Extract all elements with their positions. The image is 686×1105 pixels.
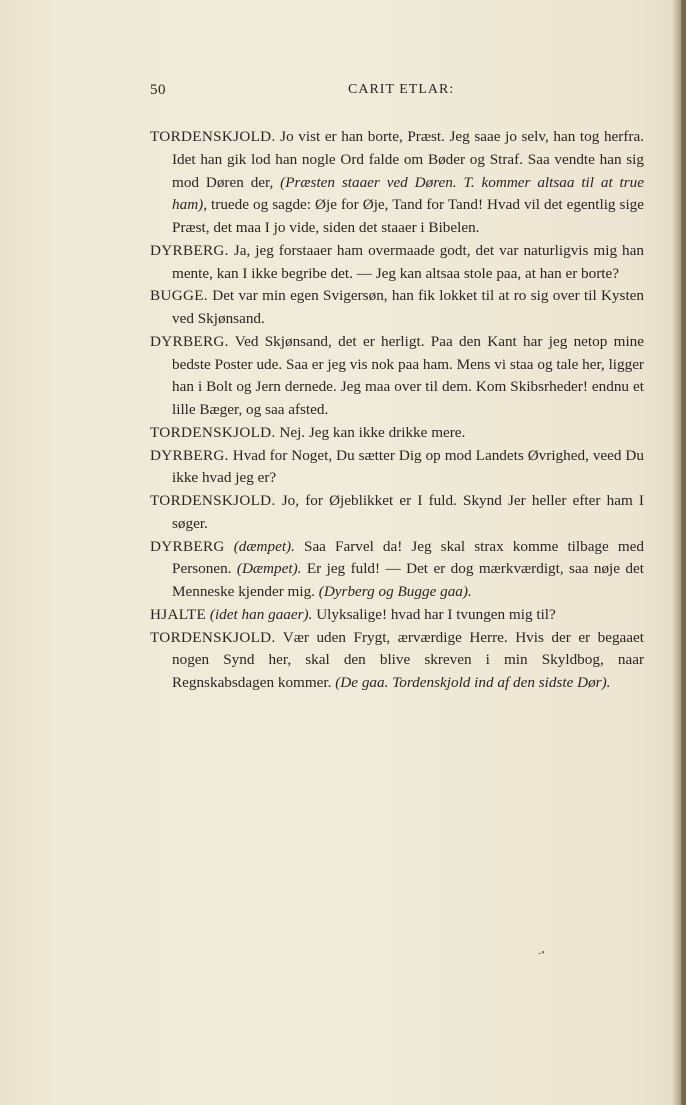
speech-text: Jo, for Øjeblikket er I fuld. Skynd Jer heller efter ham I søger. (172, 492, 644, 532)
speech-text: Ja, jeg forstaaer ham overmaade godt, det var naturligvis mig han mente, kan I ikke begribe det. — Jeg kan altsaa stole paa, at han er borte? (172, 241, 644, 282)
speaker-name: TORDENSKJOLD. (150, 492, 276, 509)
speech (150, 240, 644, 286)
running-head: CARIT ETLAR: (348, 82, 455, 97)
speech-text (225, 538, 234, 555)
speaker-name: TORDENSKJOLD. (150, 628, 276, 646)
speech-text: Ulyksalige! hvad har I tvungen mig til? (312, 605, 556, 623)
stage-direction: (Præsten staaer ved Døren. T. kommer altsaa til at true ham), (172, 173, 645, 214)
speaker-name: TORDENSKJOLD. (150, 128, 276, 145)
stage-direction: (De gaa. Tordenskjold ind af den sidste Dør). (335, 674, 611, 691)
speech (150, 422, 644, 445)
speech (150, 627, 644, 695)
speaker-name: DYRBERG. (150, 241, 229, 259)
speaker-name: BUGGE. (150, 287, 208, 305)
stage-direction: (Dæmpet). (236, 560, 302, 578)
speech-text: truede og sagde: Øje for Øje, Tand for Tand! Hvad vil det egentlig sige Præst, det maa I jo vide, siden det staaer i Bibelen. (172, 196, 644, 236)
play-text (150, 126, 644, 695)
speaker-name: TORDENSKJOLD. (150, 423, 276, 441)
speech (150, 445, 644, 491)
page-edge (681, 0, 686, 1105)
speaker-name: DYRBERG. (150, 332, 229, 350)
speaker-name: DYRBERG. (150, 446, 229, 464)
stage-direction: (dæmpet). (233, 537, 295, 555)
stage-direction: (idet han gaaer). (209, 605, 313, 623)
speech (150, 285, 644, 331)
speech (150, 126, 644, 240)
speaker-name: HJALTE (150, 605, 207, 623)
footer-mark: -• (538, 948, 545, 959)
speech-text: Ved Skjønsand, det er herligt. Paa den Kant har jeg netop mine bedste Poster ude. Saa er jeg vis nok paa ham. Mens vi staa og tale her, ligger han i Bolt og Jern dernede. Jeg maa over til dem. Kom Skibsrheder! endnu et lille Bæger, og saa afsted. (172, 332, 644, 418)
page-number: 50 (150, 82, 166, 98)
speaker-name: DYRBERG (150, 537, 225, 555)
speech (150, 490, 644, 536)
speech-text: Er jeg fuld! — Det er dog mærkværdigt, saa nøje det Menneske kjender mig. (172, 560, 644, 600)
speech-text: Vær uden Frygt, ærværdige Herre. Hvis der er begaaet nogen Synd her, skal den blive skreven i min Skyldbog, naar Regnskabsdagen kommer. (172, 628, 644, 691)
speech (150, 331, 644, 422)
speech-text: Jo vist er han borte, Præst. Jeg saae jo selv, han tog herfra. Idet han gik lod han nogle Ord falde om Bøder og Straf. Saa vendte han sig mod Døren der, (172, 128, 644, 191)
speech-text: Nej. Jeg kan ikke drikke mere. (275, 423, 466, 441)
stage-direction: (Dyrberg og Bugge gaa). (318, 583, 472, 600)
speech-text: Hvad for Noget, Du sætter Dig op mod Landets Øvrighed, veed Du ikke hvad jeg er? (172, 446, 644, 487)
speech-text: Det var min egen Svigersøn, han fik lokket til at ro sig over til Kysten ved Skjønsand. (172, 287, 644, 327)
speech (150, 604, 644, 627)
speech (150, 536, 644, 604)
speech-text: Saa Farvel da! Jeg skal strax komme tilbage med Personen. (172, 537, 644, 578)
page-header (150, 82, 644, 106)
